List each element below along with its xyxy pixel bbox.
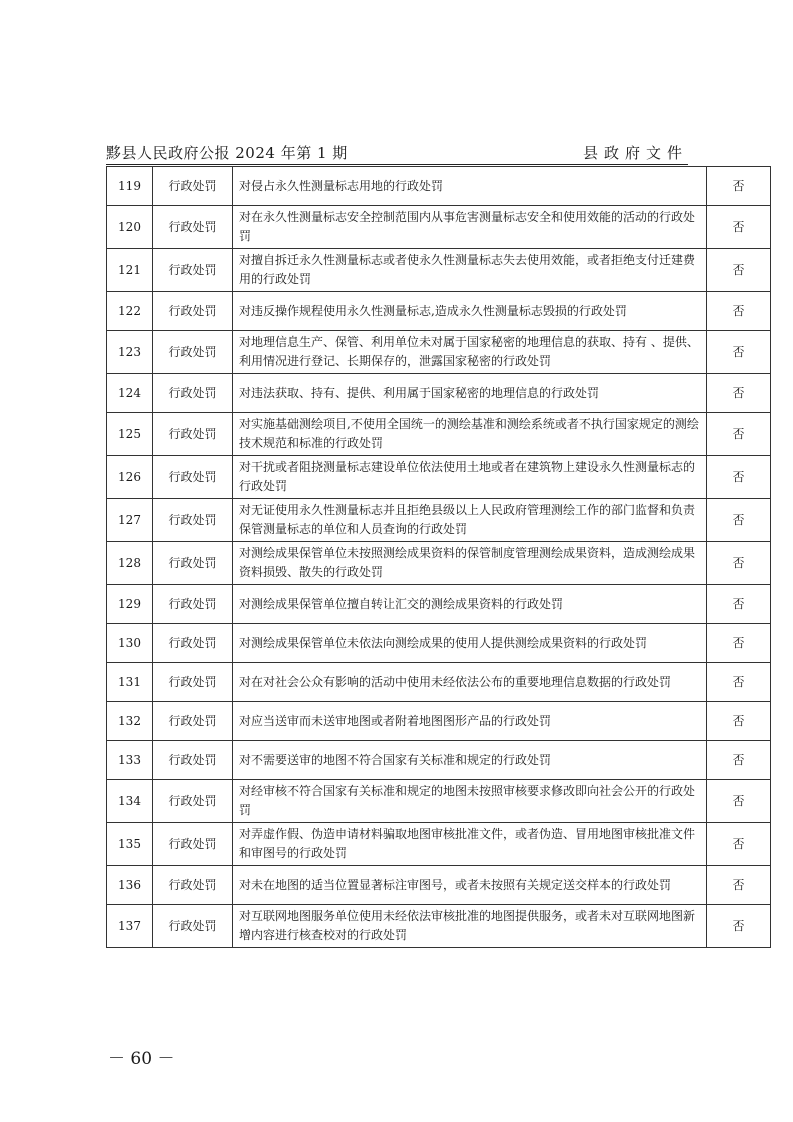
- row-type: 行政处罚: [153, 702, 233, 741]
- row-type: 行政处罚: [153, 292, 233, 331]
- row-flag: 否: [707, 780, 771, 823]
- row-type: 行政处罚: [153, 585, 233, 624]
- row-description: 对违法获取、持有、提供、利用属于国家秘密的地理信息的行政处罚: [233, 374, 707, 413]
- row-type: 行政处罚: [153, 905, 233, 948]
- row-type: 行政处罚: [153, 866, 233, 905]
- row-flag: 否: [707, 866, 771, 905]
- row-number: 131: [107, 663, 153, 702]
- row-flag: 否: [707, 823, 771, 866]
- row-flag: 否: [707, 542, 771, 585]
- row-description: 对互联网地图服务单位使用未经依法审核批准的地图提供服务，或者未对互联网地图新增内容进行核查校对的行政处罚: [233, 905, 707, 948]
- row-flag: 否: [707, 905, 771, 948]
- table-row: [107, 624, 771, 663]
- table-row: [107, 905, 771, 948]
- row-flag: 否: [707, 331, 771, 374]
- table-row: [107, 823, 771, 866]
- row-number: 129: [107, 585, 153, 624]
- page-number: － 60 －: [108, 1049, 175, 1069]
- row-flag: 否: [707, 413, 771, 456]
- section-title: 县政府文件: [582, 144, 688, 162]
- row-type: 行政处罚: [153, 499, 233, 542]
- row-description: 对侵占永久性测量标志用地的行政处罚: [233, 167, 707, 206]
- row-description: 对经审核不符合国家有关标准和规定的地图未按照审核要求修改即向社会公开的行政处罚: [233, 780, 707, 823]
- row-description: 对在对社会公众有影响的活动中使用未经依法公布的重要地理信息数据的行政处罚: [233, 663, 707, 702]
- row-flag: 否: [707, 624, 771, 663]
- row-number: 123: [107, 331, 153, 374]
- row-description: 对测绘成果保管单位未依法向测绘成果的使用人提供测绘成果资料的行政处罚: [233, 624, 707, 663]
- row-flag: 否: [707, 206, 771, 249]
- row-number: 130: [107, 624, 153, 663]
- table-row: [107, 585, 771, 624]
- row-number: 133: [107, 741, 153, 780]
- row-number: 136: [107, 866, 153, 905]
- table-row: [107, 663, 771, 702]
- row-description: 对测绘成果保管单位未按照测绘成果资料的保管制度管理测绘成果资料，造成测绘成果资料损毁、散失的行政处罚: [233, 542, 707, 585]
- row-type: 行政处罚: [153, 413, 233, 456]
- table-row: [107, 499, 771, 542]
- row-number: 119: [107, 167, 153, 206]
- row-number: 128: [107, 542, 153, 585]
- table-row: [107, 741, 771, 780]
- table-body: [107, 167, 771, 948]
- table-row: [107, 167, 771, 206]
- row-number: 127: [107, 499, 153, 542]
- row-type: 行政处罚: [153, 823, 233, 866]
- row-type: 行政处罚: [153, 624, 233, 663]
- row-description: 对地理信息生产、保管、利用单位未对属于国家秘密的地理信息的获取、持有 、提供、利用情况进行登记、长期保存的，泄露国家秘密的行政处罚: [233, 331, 707, 374]
- row-flag: 否: [707, 167, 771, 206]
- table-row: [107, 866, 771, 905]
- row-number: 132: [107, 702, 153, 741]
- row-number: 126: [107, 456, 153, 499]
- row-flag: 否: [707, 585, 771, 624]
- table-row: [107, 456, 771, 499]
- row-description: 对实施基础测绘项目,不使用全国统一的测绘基准和测绘系统或者不执行国家规定的测绘技术规范和标准的行政处罚: [233, 413, 707, 456]
- row-description: 对应当送审而未送审地图或者附着地图图形产品的行政处罚: [233, 702, 707, 741]
- row-description: 对干扰或者阻挠测量标志建设单位依法使用土地或者在建筑物上建设永久性测量标志的行政处罚: [233, 456, 707, 499]
- row-number: 125: [107, 413, 153, 456]
- row-type: 行政处罚: [153, 780, 233, 823]
- row-description: 对无证使用永久性测量标志并且拒绝县级以上人民政府管理测绘工作的部门监督和负责保管测量标志的单位和人员查询的行政处罚: [233, 499, 707, 542]
- table-row: [107, 374, 771, 413]
- row-description: 对在永久性测量标志安全控制范围内从事危害测量标志安全和使用效能的活动的行政处罚: [233, 206, 707, 249]
- row-number: 137: [107, 905, 153, 948]
- table-row: [107, 542, 771, 585]
- row-type: 行政处罚: [153, 331, 233, 374]
- row-flag: 否: [707, 249, 771, 292]
- row-description: 对弄虚作假、伪造申请材料骗取地图审核批准文件，或者伪造、冒用地图审核批准文件和审图号的行政处罚: [233, 823, 707, 866]
- row-description: 对未在地图的适当位置显著标注审图号，或者未按照有关规定送交样本的行政处罚: [233, 866, 707, 905]
- row-type: 行政处罚: [153, 206, 233, 249]
- table-row: [107, 292, 771, 331]
- row-flag: 否: [707, 499, 771, 542]
- penalty-table: [106, 166, 771, 948]
- row-number: 134: [107, 780, 153, 823]
- row-number: 121: [107, 249, 153, 292]
- row-flag: 否: [707, 663, 771, 702]
- table-row: [107, 249, 771, 292]
- row-flag: 否: [707, 374, 771, 413]
- row-flag: 否: [707, 292, 771, 331]
- row-number: 122: [107, 292, 153, 331]
- row-flag: 否: [707, 456, 771, 499]
- row-type: 行政处罚: [153, 456, 233, 499]
- row-type: 行政处罚: [153, 167, 233, 206]
- row-type: 行政处罚: [153, 663, 233, 702]
- row-description: 对擅自拆迁永久性测量标志或者使永久性测量标志失去使用效能，或者拒绝支付迁建费用的行政处罚: [233, 249, 707, 292]
- row-type: 行政处罚: [153, 374, 233, 413]
- row-flag: 否: [707, 741, 771, 780]
- table-row: [107, 780, 771, 823]
- row-flag: 否: [707, 702, 771, 741]
- row-description: 对不需要送审的地图不符合国家有关标准和规定的行政处罚: [233, 741, 707, 780]
- table-row: [107, 413, 771, 456]
- row-description: 对测绘成果保管单位擅自转让汇交的测绘成果资料的行政处罚: [233, 585, 707, 624]
- bulletin-title: 黟县人民政府公报 2024 年第 1 期: [106, 144, 348, 162]
- row-number: 120: [107, 206, 153, 249]
- page-header: [106, 140, 688, 165]
- row-number: 124: [107, 374, 153, 413]
- row-number: 135: [107, 823, 153, 866]
- row-description: 对违反操作规程使用永久性测量标志,造成永久性测量标志毁损的行政处罚: [233, 292, 707, 331]
- table-row: [107, 331, 771, 374]
- row-type: 行政处罚: [153, 249, 233, 292]
- row-type: 行政处罚: [153, 741, 233, 780]
- table-row: [107, 702, 771, 741]
- table-row: [107, 206, 771, 249]
- row-type: 行政处罚: [153, 542, 233, 585]
